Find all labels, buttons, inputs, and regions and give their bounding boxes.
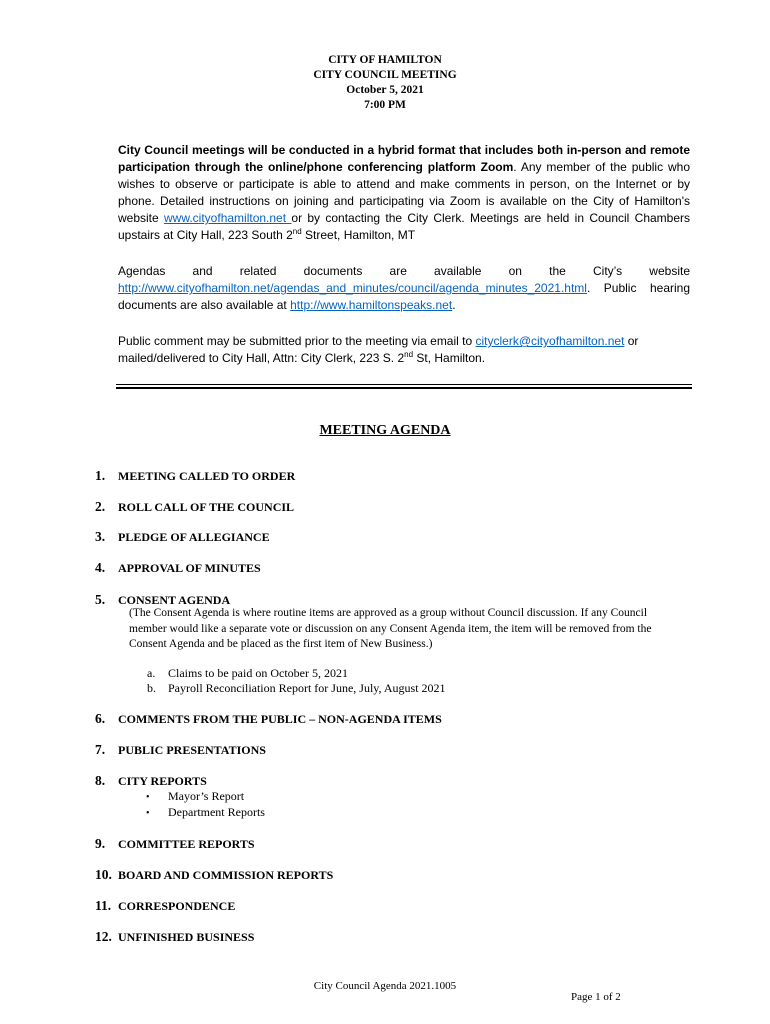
agenda-item-6: 6. COMMENTS FROM THE PUBLIC – NON-AGENDA ITEMS <box>95 711 442 726</box>
agenda-item-10: 10. BOARD AND COMMISSION REPORTS <box>95 867 334 882</box>
footer-document-id: City Council Agenda 2021.1005 <box>313 980 457 992</box>
agendas-text-3: . <box>452 298 456 312</box>
city-website-link[interactable]: www.cityofhamilton.net <box>164 211 292 225</box>
header-time: 7:00 PM <box>364 99 406 111</box>
page-number: Page 1 of 2 <box>571 991 621 1003</box>
intro-text-3: Street, Hamilton, MT <box>301 228 416 242</box>
consent-subitem: b. Payroll Reconciliation Report for June, July, August 2021 <box>147 681 446 695</box>
agenda-item-3: 3. PLEDGE OF ALLEGIANCE <box>95 529 270 544</box>
divider-thin <box>116 384 692 385</box>
comment-text-1: Public comment may be submitted prior to the meeting via email to <box>118 334 476 348</box>
header-date: October 5, 2021 <box>346 84 424 96</box>
agenda-item-9: 9. COMMITTEE REPORTS <box>95 836 255 851</box>
divider-thick <box>116 387 692 389</box>
agenda-item-5: 5. CONSENT AGENDA <box>95 592 231 607</box>
clerk-email-link[interactable]: cityclerk@cityofhamilton.net <box>475 334 625 348</box>
comment-text-3: St, Hamilton. <box>413 351 486 365</box>
intro-paragraph <box>118 142 690 244</box>
agenda-item-12: 12. UNFINISHED BUSINESS <box>95 929 255 944</box>
agendas-text-1: Agendas and related documents are available on the City’s website <box>118 264 690 278</box>
agendas-text-2: . Public hearing documents are also available at <box>118 281 690 312</box>
city-report-item: • Department Reports <box>146 805 265 819</box>
agendas-paragraph <box>118 263 690 314</box>
header-city: CITY OF HAMILTON <box>328 54 442 66</box>
comment-text-2: or mailed/delivered to City Hall, Attn: City Clerk, 223 S. 2 <box>118 334 639 365</box>
agenda-item-2: 2. ROLL CALL OF THE COUNCIL <box>95 499 295 514</box>
consent-agenda-note: (The Consent Agenda is where routine items are approved as a group without Council discussion. If any Council member would like a separate vote or discussion on any Consent Agenda item, the item will be removed from the Consent Agenda and be placed as the first item of New Business.) <box>129 607 652 650</box>
intro-sup: nd <box>292 227 302 236</box>
agenda-item-7: 7. PUBLIC PRESENTATIONS <box>95 742 266 757</box>
agenda-item-8: 8. CITY REPORTS <box>95 773 207 788</box>
intro-bold: City Council meetings will be conducted in a hybrid format that includes both in-person and remote participation through the online/phone conferencing platform Zoom <box>118 143 690 174</box>
intro-text-2: or by contacting the City Clerk. Meetings are held in Council Chambers upstairs at City Hall, 223 South 2 <box>118 211 691 242</box>
agenda-title: MEETING AGENDA <box>319 423 451 438</box>
comment-sup: nd <box>404 350 414 359</box>
document-header <box>0 53 770 113</box>
hamiltonspeaks-link[interactable]: http://www.hamiltonspeaks.net <box>290 298 453 312</box>
intro-text-1: . Any member of the public who wishes to observe or participate is able to attend and make comments in person, on the Internet or by phone. Detailed instructions on joining and participating via Zoom is available on the City of Hamilton's website <box>118 160 690 225</box>
header-meeting: CITY COUNCIL MEETING <box>313 69 457 81</box>
consent-subitem: a. Claims to be paid on October 5, 2021 <box>147 666 348 680</box>
agenda-minutes-link[interactable]: http://www.cityofhamilton.net/agendas_and_minutes/council/agenda_minutes_2021.html <box>118 281 587 295</box>
city-report-item: • Mayor’s Report <box>146 789 245 803</box>
agenda-item-4: 4. APPROVAL OF MINUTES <box>95 560 261 575</box>
comment-paragraph <box>118 333 690 367</box>
agenda-item-1: 1. MEETING CALLED TO ORDER <box>95 468 296 483</box>
agenda-item-11: 11. CORRESPONDENCE <box>95 898 236 913</box>
